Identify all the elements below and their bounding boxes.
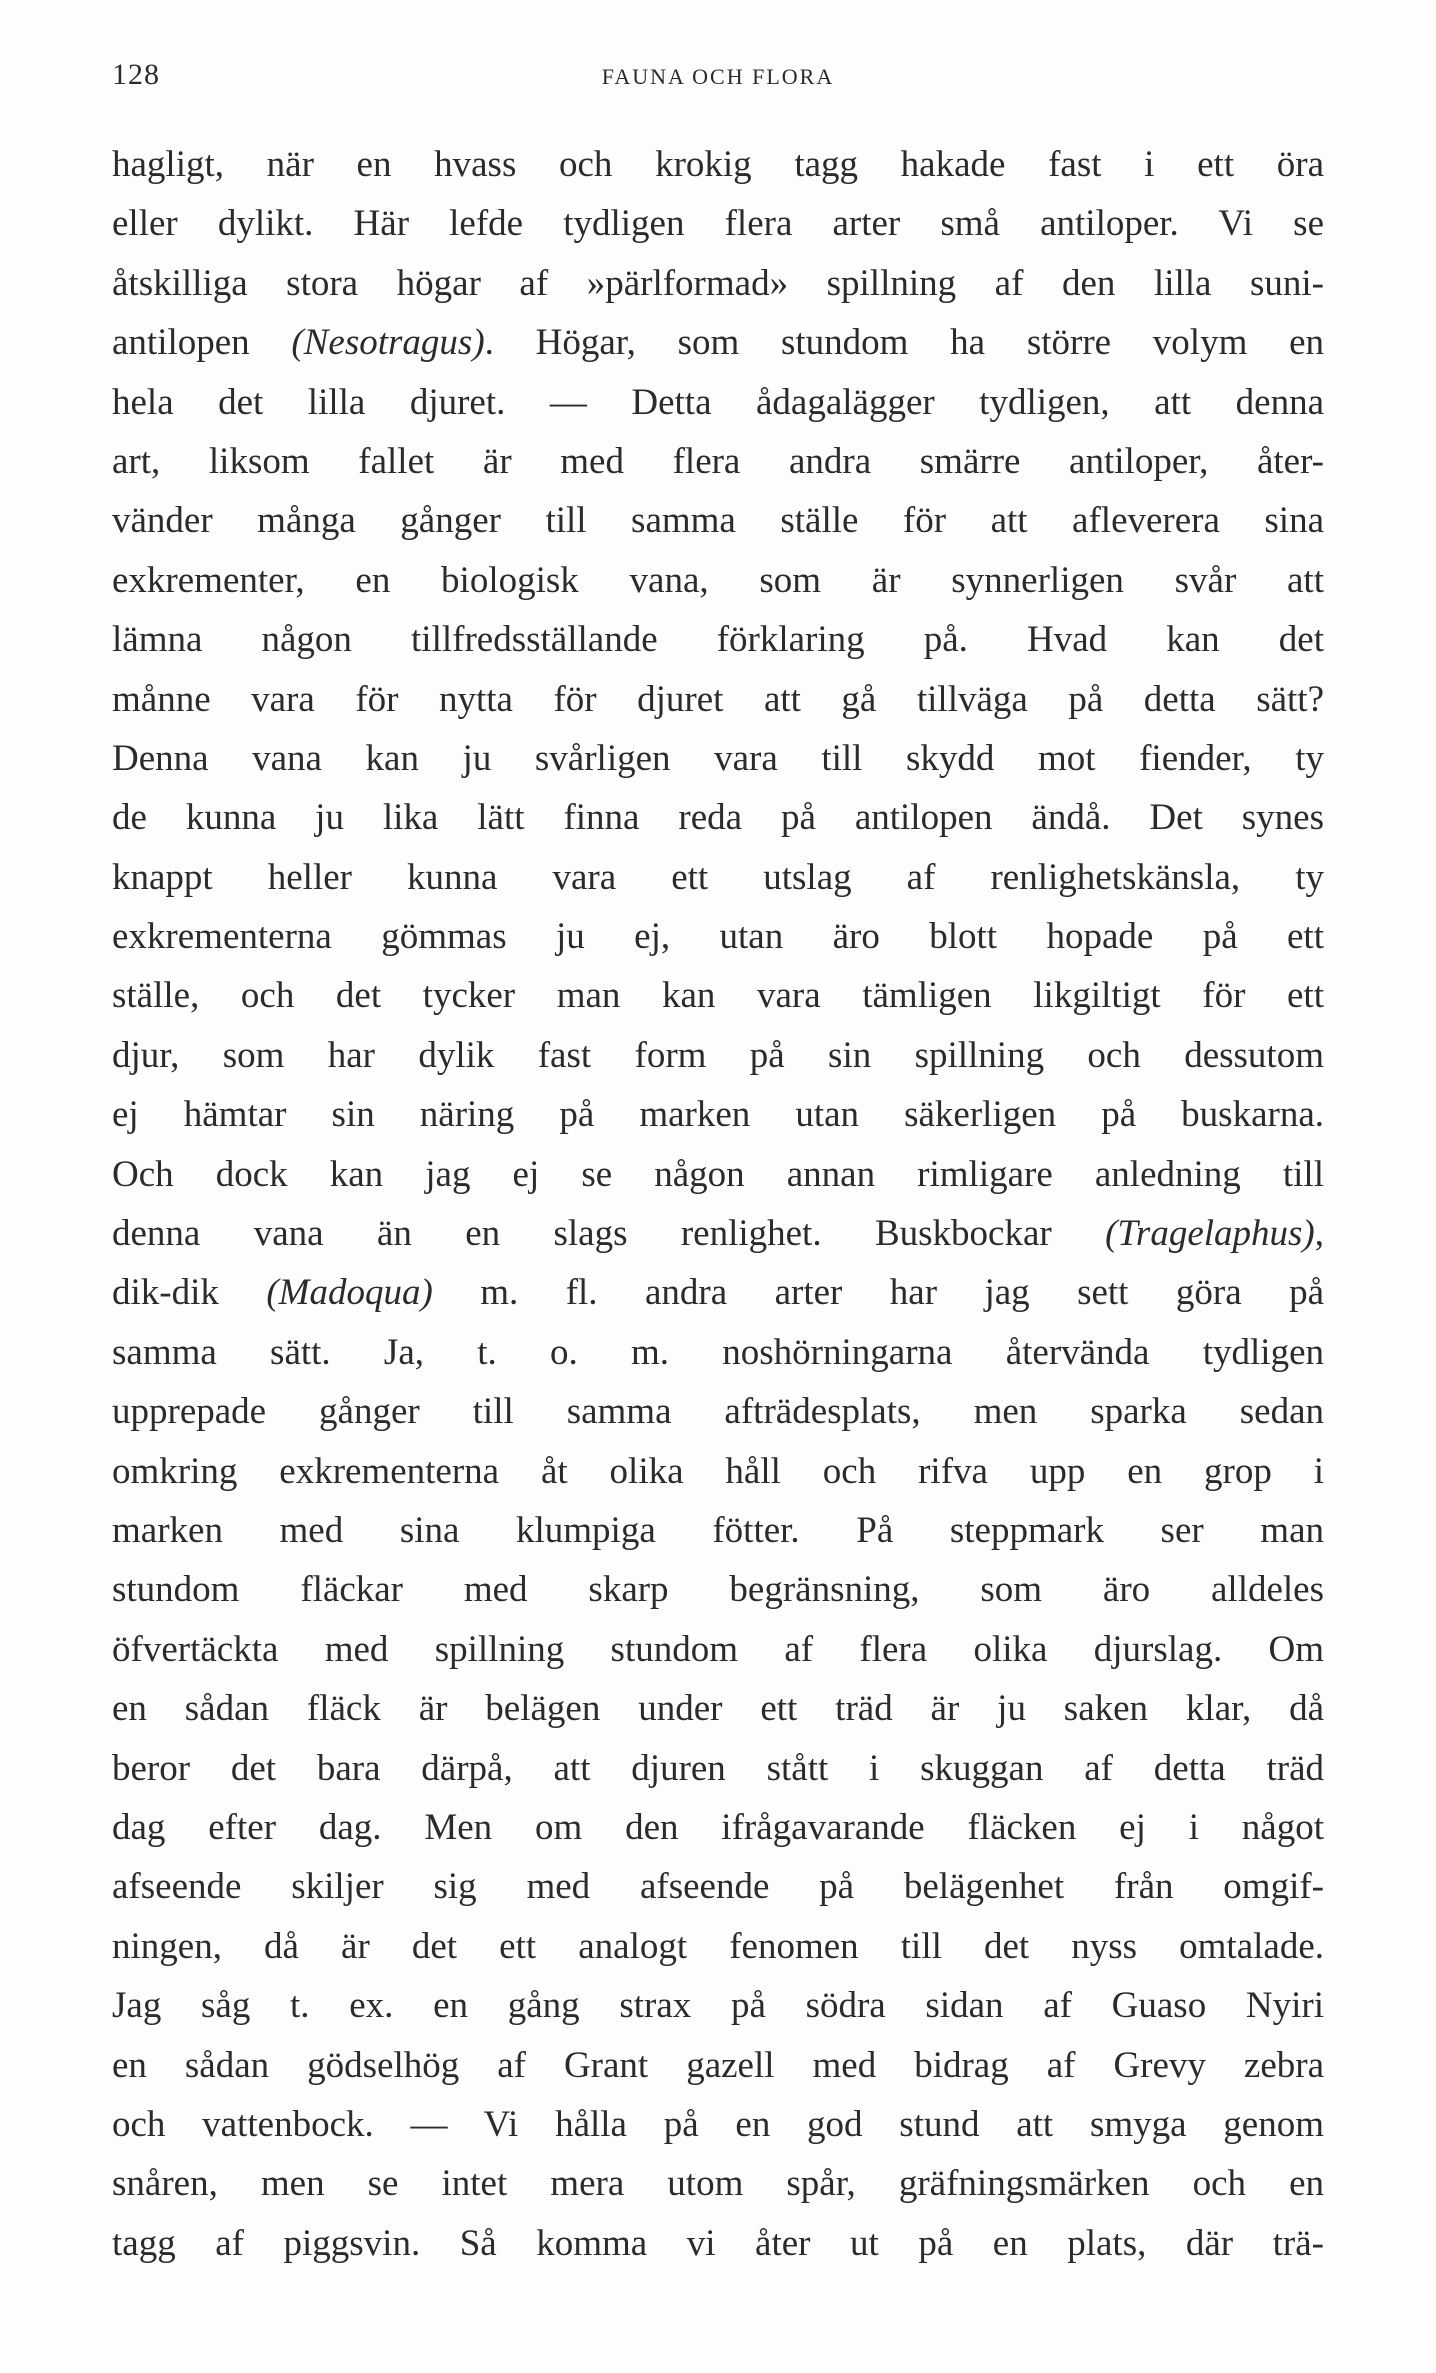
text-segment: dag efter dag. Men om den ifrågavarande fläcken ej i något	[112, 1806, 1324, 1848]
text-line	[112, 610, 1324, 669]
page-header	[112, 58, 1324, 98]
text-segment: och vattenbock. — Vi hålla på en god stund att smyga genom	[112, 2103, 1324, 2145]
text-segment: Jag såg t. ex. en gång strax på södra sidan af Guaso Nyiri	[112, 1985, 1324, 2027]
text-line	[112, 966, 1324, 1025]
text-line	[112, 1085, 1324, 1144]
text-segment: en sådan gödselhög af Grant gazell med bidrag af Grevy zebra	[112, 2044, 1324, 2086]
text-segment: denna vana än en slags renlighet. Buskbockar	[112, 1213, 1106, 1255]
text-segment: beror det bara därpå, att djuren stått i skuggan af detta träd	[112, 1747, 1324, 1789]
text-segment: eller dylikt. Här lefde tydligen flera arter små antiloper. Vi se	[112, 203, 1324, 245]
text-line	[112, 1204, 1324, 1263]
text-segment: stundom fläckar med skarp begränsning, som äro alldeles	[112, 1569, 1324, 1611]
text-segment: ställe, och det tycker man kan vara tämligen likgiltigt för ett	[112, 975, 1324, 1017]
text-segment: tagg af piggsvin. Så komma vi åter ut på en plats, där trä-	[112, 2222, 1324, 2264]
italic-term: (Nesotragus)	[291, 322, 485, 364]
text-line	[112, 1739, 1324, 1798]
text-line	[112, 1620, 1324, 1679]
text-line	[112, 2095, 1324, 2154]
text-segment: Och dock kan jag ej se någon annan rimligare anledning till	[112, 1153, 1324, 1195]
text-line	[112, 670, 1324, 729]
running-title: FAUNA OCH FLORA	[601, 64, 835, 89]
text-segment: ,	[1314, 1213, 1324, 1255]
text-line	[112, 1679, 1324, 1738]
text-segment: knappt heller kunna vara ett utslag af renlighetskänsla, ty	[112, 856, 1324, 898]
page-number: 128	[112, 58, 160, 91]
text-line	[112, 373, 1324, 432]
text-line	[112, 1263, 1324, 1322]
text-segment: dik-dik	[112, 1272, 267, 1314]
text-line	[112, 1145, 1324, 1204]
text-line	[112, 1323, 1324, 1382]
text-line	[112, 1442, 1324, 1501]
text-segment: upprepade gånger till samma afträdesplats, men sparka sedan	[112, 1391, 1324, 1433]
text-line	[112, 1976, 1324, 2035]
text-segment: vänder många gånger till samma ställe för att afleverera sina	[112, 500, 1324, 542]
text-line	[112, 2154, 1324, 2213]
text-line	[112, 729, 1324, 788]
text-segment: samma sätt. Ja, t. o. m. noshörningarna återvända tydligen	[112, 1331, 1324, 1373]
text-segment: lämna någon tillfredsställande förklaring på. Hvad kan det	[112, 619, 1324, 661]
text-segment: månne vara för nytta för djuret att gå tillväga på detta sätt?	[112, 678, 1324, 720]
text-segment: omkring exkrementerna åt olika håll och rifva upp en grop i	[112, 1450, 1324, 1492]
text-segment: antilopen	[112, 322, 292, 364]
text-line	[112, 194, 1324, 253]
text-line	[112, 432, 1324, 491]
text-segment: afseende skiljer sig med afseende på belägenhet från omgif-	[112, 1866, 1324, 1908]
text-line	[112, 2036, 1324, 2095]
text-segment: Denna vana kan ju svårligen vara till skydd mot fiender, ty	[112, 737, 1324, 779]
text-segment: en sådan fläck är belägen under ett träd är ju saken klar, då	[112, 1688, 1324, 1730]
text-segment: öfvertäckta med spillning stundom af flera olika djurslag. Om	[112, 1628, 1324, 1670]
text-line	[112, 1501, 1324, 1560]
text-line	[112, 1026, 1324, 1085]
text-line	[112, 551, 1324, 610]
text-line	[112, 135, 1324, 194]
italic-term: (Tragelaphus)	[1105, 1213, 1315, 1255]
text-segment: exkrementer, en biologisk vana, som är synnerligen svår att	[112, 559, 1324, 601]
text-segment: m. fl. andra arter har jag sett göra på	[432, 1272, 1324, 1314]
text-segment: åtskilliga stora högar af »pärlformad» spillning af den lilla suni-	[112, 262, 1324, 304]
italic-term: (Madoqua)	[266, 1272, 433, 1314]
text-line	[112, 2214, 1324, 2273]
text-line	[112, 1382, 1324, 1441]
text-segment: art, liksom fallet är med flera andra smärre antiloper, åter-	[112, 440, 1324, 482]
text-segment: . Högar, som stundom ha större volym en	[484, 322, 1324, 364]
text-line	[112, 788, 1324, 847]
text-line	[112, 1798, 1324, 1857]
text-line	[112, 254, 1324, 313]
text-segment: de kunna ju lika lätt finna reda på antilopen ändå. Det synes	[112, 797, 1324, 839]
text-segment: hagligt, när en hvass och krokig tagg hakade fast i ett öra	[112, 144, 1324, 185]
text-segment: marken med sina klumpiga fötter. På steppmark ser man	[112, 1509, 1324, 1551]
text-line	[112, 907, 1324, 966]
text-line	[112, 491, 1324, 550]
text-line	[112, 1560, 1324, 1619]
text-segment: hela det lilla djuret. — Detta ådagalägger tydligen, att denna	[112, 381, 1324, 423]
text-line	[112, 313, 1324, 372]
text-line	[112, 848, 1324, 907]
text-segment: exkrementerna gömmas ju ej, utan äro blott hopade på ett	[112, 916, 1324, 958]
text-segment: snåren, men se intet mera utom spår, gräfningsmärken och en	[112, 2163, 1324, 2205]
text-segment: ningen, då är det ett analogt fenomen till det nyss omtalade.	[112, 1925, 1324, 1967]
body-text	[112, 135, 1324, 2273]
text-segment: djur, som har dylik fast form på sin spillning och dessutom	[112, 1034, 1324, 1076]
text-line	[112, 1917, 1324, 1976]
text-line	[112, 1857, 1324, 1916]
text-segment: ej hämtar sin näring på marken utan säkerligen på buskarna.	[112, 1094, 1324, 1136]
